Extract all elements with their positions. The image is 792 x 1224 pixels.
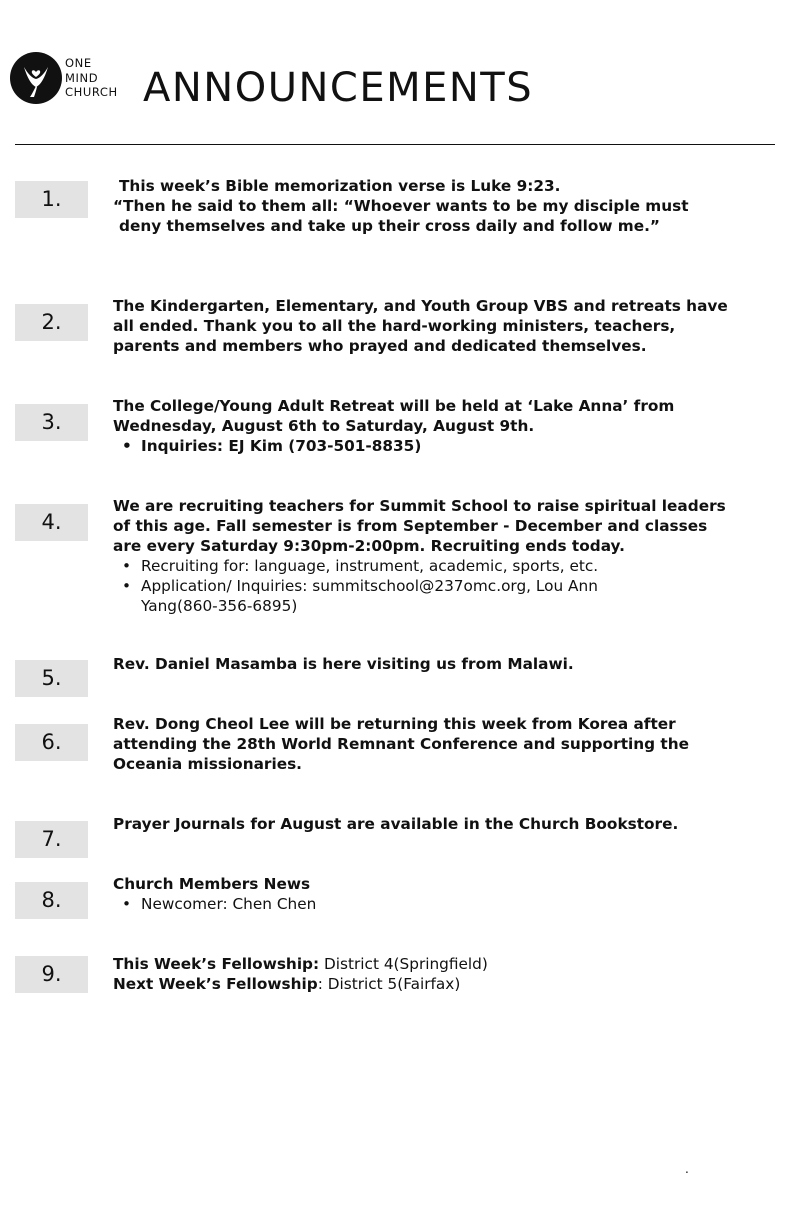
announcement-5: Rev. Daniel Masamba is here visiting us from Malawi. — [113, 655, 574, 673]
page-title: ANNOUNCEMENTS — [143, 65, 534, 111]
bullet-item: • Recruiting for: language, instrument, academic, sports, etc. — [113, 556, 773, 576]
footer-mark: . — [685, 1162, 689, 1176]
fellowship-label: Next Week’s Fellowship — [113, 975, 318, 993]
announcement-9 — [113, 954, 773, 994]
logo-wordmark: ONE MIND CHURCH — [65, 56, 118, 99]
item-number-3: 3. — [15, 404, 88, 441]
item-number-2: 2. — [15, 304, 88, 341]
item-number-7: 7. — [15, 821, 88, 858]
item-number-9: 9. — [15, 956, 88, 993]
fellowship-value: : District 5(Fairfax) — [317, 975, 461, 993]
header-divider — [15, 144, 775, 145]
item-number-8: 8. — [15, 882, 88, 919]
announcement-2: The Kindergarten, Elementary, and Youth Group VBS and retreats have all ended. Thank you to all the hard-working ministers, teachers, parents and members who prayed and dedicated themselves. — [113, 297, 728, 355]
announcement-1: This week’s Bible memorization verse is Luke 9:23. “Then he said to them all: “Whoever wants to be my disciple must deny themselves and take up their cross daily and follow me.” — [113, 177, 689, 235]
item-number-6: 6. — [15, 724, 88, 761]
announcement-6: Rev. Dong Cheol Lee will be returning this week from Korea after attending the 28th World Remnant Conference and supporting the Oceania missionaries. — [113, 715, 689, 773]
announcement-4: We are recruiting teachers for Summit School to raise spiritual leaders of this age. Fall semester is from September - December and classes are every Saturday 9:30pm-2:00pm. Recruiting ends today. • Recruiting for: language, instrument, academic, sports, etc. • Application/ Inquiries: summitschool@237omc.org, Lou Ann Yang(860-356-6895) — [113, 496, 773, 616]
announcement-8: Church Members News • Newcomer: Chen Chen — [113, 874, 773, 914]
fellowship-value: District 4(Springfield) — [324, 955, 488, 973]
announcement-3: The College/Young Adult Retreat will be held at ‘Lake Anna’ from Wednesday, August 6th to Saturday, August 9th. • Inquiries: EJ Kim (703-501-8835) — [113, 396, 773, 456]
bullet-item: • Inquiries: EJ Kim (703-501-8835) — [113, 436, 773, 456]
church-logo — [10, 52, 125, 108]
fellowship-label: This Week’s Fellowship: — [113, 955, 320, 973]
bullet-item: • Application/ Inquiries: summitschool@237omc.org, Lou Ann Yang(860-356-6895) — [113, 576, 661, 616]
item-number-1: 1. — [15, 181, 88, 218]
announcement-7: Prayer Journals for August are available in the Church Bookstore. — [113, 815, 679, 833]
item-number-5: 5. — [15, 660, 88, 697]
logo-emblem-icon — [10, 52, 62, 104]
item-number-4: 4. — [15, 504, 88, 541]
bullet-item: • Newcomer: Chen Chen — [113, 894, 773, 914]
